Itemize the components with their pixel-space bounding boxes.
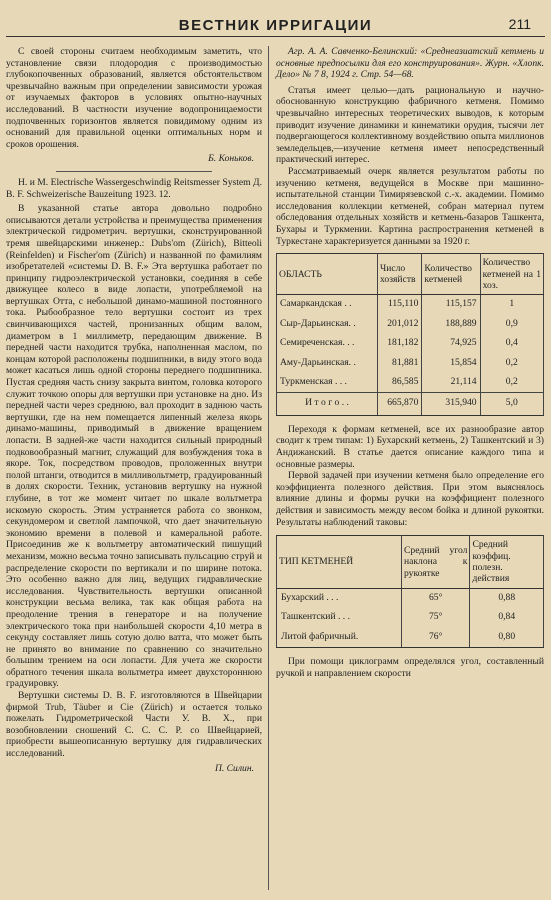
column-divider bbox=[268, 46, 269, 890]
table-cell: 665,870 bbox=[378, 393, 422, 415]
table-cell: Литой фабричный. bbox=[277, 628, 402, 648]
table-row bbox=[277, 588, 544, 608]
table-cell: 5,0 bbox=[480, 393, 543, 415]
journal-title: ВЕСТНИК ИРРИГАЦИИ bbox=[178, 16, 373, 34]
paragraph: Статья имеет целью—дать рациональную и научно-обоснованную конструкцию фабричного кетменя. Помимо чрезвычайно интересных теоретических выводов, к которым приводит изучение динамики и кинематики орудия, тысячи лет подвергающегося коллективному воздействию опыта миллионов земледельцев,—изучение кетменя имеет непосредственный практический интерес. bbox=[276, 84, 544, 166]
table-cell: 0,84 bbox=[470, 608, 544, 627]
table-cell: Туркменская . . . bbox=[277, 373, 378, 393]
table-cell: 188,889 bbox=[422, 315, 480, 334]
table-cell: 81,881 bbox=[378, 354, 422, 373]
table-cell: 0,2 bbox=[480, 373, 543, 393]
table-cell: 74,925 bbox=[422, 334, 480, 353]
table-cell: 181,182 bbox=[378, 334, 422, 353]
table-total-row bbox=[277, 393, 544, 415]
table-cell: Бухарский . . . bbox=[277, 588, 402, 608]
table-cell: 201,012 bbox=[378, 315, 422, 334]
table-header: Средний угол наклона к рукоятке bbox=[402, 536, 470, 589]
table-cell: 65° bbox=[402, 588, 470, 608]
table-cell: И т о г о . . bbox=[277, 393, 378, 415]
table-header: Число хозяйств bbox=[378, 254, 422, 295]
table-cell: 115,157 bbox=[422, 295, 480, 315]
table-cell: 315,940 bbox=[422, 393, 480, 415]
table-cell: 0,2 bbox=[480, 354, 543, 373]
table-row bbox=[277, 373, 544, 393]
table-cell: 0,88 bbox=[470, 588, 544, 608]
efficiency-table bbox=[276, 535, 544, 648]
paragraph: Вертушки системы D. B. F. изготовляются в Швейцарии фирмой Trub, Täuber и Cie (Zürich) и остается только пожелать Гидрометрической Части У. В. Х., при возобновлении сношений С. С. С. Р. со Швейцарией, приобрести вышеописанную вертушку для гидравлических исследований. bbox=[6, 690, 262, 760]
paragraph: Рассматриваемый очерк является результатом работы по изучению кетменя, ведущейся в Москве при машинно-испытательной станции Тимирязевской с.-х. академии. Помимо исследования коллекции кетменей, собран материал путем обследования отдельных хозяйств и кетмень-базаров Ташкента, Бухары и Туркмении. Картина распространения кетменей в Туркестане характеризуется данными за 1920 г. bbox=[276, 165, 544, 247]
table-cell: 1 bbox=[480, 295, 543, 315]
table-cell: 0,80 bbox=[470, 628, 544, 648]
table-cell: Сыр-Дарьинская. . bbox=[277, 315, 378, 334]
review-citation: Агр. А. А. Савченко-Белинский: «Среднеазиатский кетмень и основные предпосылки для его конструирования». Журн. «Хлопк. Дело» № 7 8, 1924 г. Стр. 54—68. bbox=[276, 46, 544, 81]
paragraph: С своей стороны считаем необходимым заметить, что установление связи плодородия с производимостью глубокопочвенных образований, является обстоятельством чрезвычайно важным при определении зависимости урожая от изучаемых факторов в условиях опытно-научных исследований. В частности изучение водопроницаемости подпочвенных горизонтов является повидимому одним из оснований для правильной оценки оптимальных норм и сроков орошения. bbox=[6, 46, 262, 150]
table-row bbox=[277, 315, 544, 334]
paragraph: Переходя к формам кетменей, все их разнообразие автор сводит к трем типам: 1) Бухарский кетмень, 2) Ташкентский и 3) Андижанский. В статье дается описание каждого типа и основные размеры. bbox=[276, 423, 544, 470]
paragraph: Первой задачей при изучении кетменя было определение его коэффициента полезного действия. При этом выяснялось влияние длины и формы ручки на коэффициент полезного действия и зависимость между весом бойка и длиной рукоятки. Результаты наблюдений таковы: bbox=[276, 470, 544, 528]
table-header: ОБЛАСТЬ bbox=[277, 254, 378, 295]
table-row bbox=[277, 628, 544, 648]
running-header bbox=[6, 14, 545, 37]
table-header: Средний коэффиц. полезн. действия bbox=[470, 536, 544, 589]
table-cell: 115,110 bbox=[378, 295, 422, 315]
table-cell: 15,854 bbox=[422, 354, 480, 373]
table-row bbox=[277, 295, 544, 315]
table-header: Количество кетменей на 1 хоз. bbox=[480, 254, 543, 295]
right-column bbox=[276, 46, 544, 896]
table-header: ТИП КЕТМЕНЕЙ bbox=[277, 536, 402, 589]
table-cell: 0,9 bbox=[480, 315, 543, 334]
table-cell: 75° bbox=[402, 608, 470, 627]
paragraph: При помощи циклограмм определялся угол, составленный ручкой и направлением скорости bbox=[276, 655, 544, 679]
table-row bbox=[277, 354, 544, 373]
page-number: 211 bbox=[508, 16, 531, 32]
author-signature: П. Силин. bbox=[214, 762, 254, 774]
table-cell: 21,114 bbox=[422, 373, 480, 393]
paragraph: В указанной статье автора довольно подробно описываются детали устройства и преимущества применения электрической гидрометрич. вертушки, сконструированной тремя швейцарскими инженер.: Dubs'om (Zürich), Bitteoli (Reinfelden) и Fischer'om (Zürich) и названной по фамилиям изобретателей «системы D. B. F.» Эта вертушка работает по принципу гидроэлектрической установки, соединяя в себе движущее колесо в виде лопасти, употребляемой на вертушках Отта, с небольшой динамо-машиной постоянного тока. Рыбообразное тело вертушки состоит из трех свинчивающихся частей, пронизанных общим валом, диаметром в 1 миллиметр, передающим движение. В передней части находится трубка, наполненная маслом, по концам которой расположены подшипники, в виду этого вода может касаться лишь одной стороны переднего подшипника. Пустая средняя часть снизу закрыта винтом, головка которого служит точкою опоры для вертушки при установке на дно. Из передней части через среднюю, вал проходит в заднюю часть вертушки, где на нем помещается липенный железа якорь динамо-машины, приводимый в движение вращением лопасти. В задней-же части находится сильный природный подковообразный магнит, служащий для возбуждения тока в якоре. Ток, посредством проводов, проложенных внутри полой штанги, отводится в милливольтметр, градуированный в долях скорости. Техник, установив вертушку на нужной глубине, в тот же момент читает по шкале вольтметра искомую скорость. Этим устраняется работа со звонком, секундомером и светлой лампочкой, что дает значительную экономию времени в полевой и камеральной работе. Присоединив же к вольтметру автоматический пишущий механизм, можно весьма точно записывать пульсацию струй и распределение скорости по вертикали и по ширине потока. Это особенно важно для лиц, ведущих гидравлические исследования. Чувствительность вертушки описанной конструкции весьма велика, так как общая работа на преодоление трения в генераторе и на получение электрического тока при наибольшей скорости 4,10 метра в секунду составляет лишь сотую долю ватта, что может быть не принято во внимание по сравнению со значительно большим трением на оси лопасти. Для учета же скорости обратного течения шкала вольтметра имеет двухстороннюю градуировку. bbox=[6, 203, 262, 690]
table-cell: 0,4 bbox=[480, 334, 543, 353]
author-signature: Б. Коньков. bbox=[208, 153, 254, 165]
table-cell: Ташкентский . . . bbox=[277, 608, 402, 627]
table-cell: Самаркандская . . bbox=[277, 295, 378, 315]
section-divider bbox=[56, 171, 212, 172]
table-header: Количество кетменей bbox=[422, 254, 480, 295]
table-row bbox=[277, 608, 544, 627]
distribution-table bbox=[276, 253, 544, 416]
table-row bbox=[277, 334, 544, 353]
table-cell: 76° bbox=[402, 628, 470, 648]
left-column bbox=[6, 46, 262, 896]
table-cell: Семиреченская. . . bbox=[277, 334, 378, 353]
table-cell: Аму-Дарьинская. . bbox=[277, 354, 378, 373]
table-cell: 86,585 bbox=[378, 373, 422, 393]
bibliographic-reference: H. и M. Electrische Wassergeschwindig Reitsmesser System Д. В. F. Schweizerische Bauzeitung 1923. 12. bbox=[6, 176, 262, 200]
